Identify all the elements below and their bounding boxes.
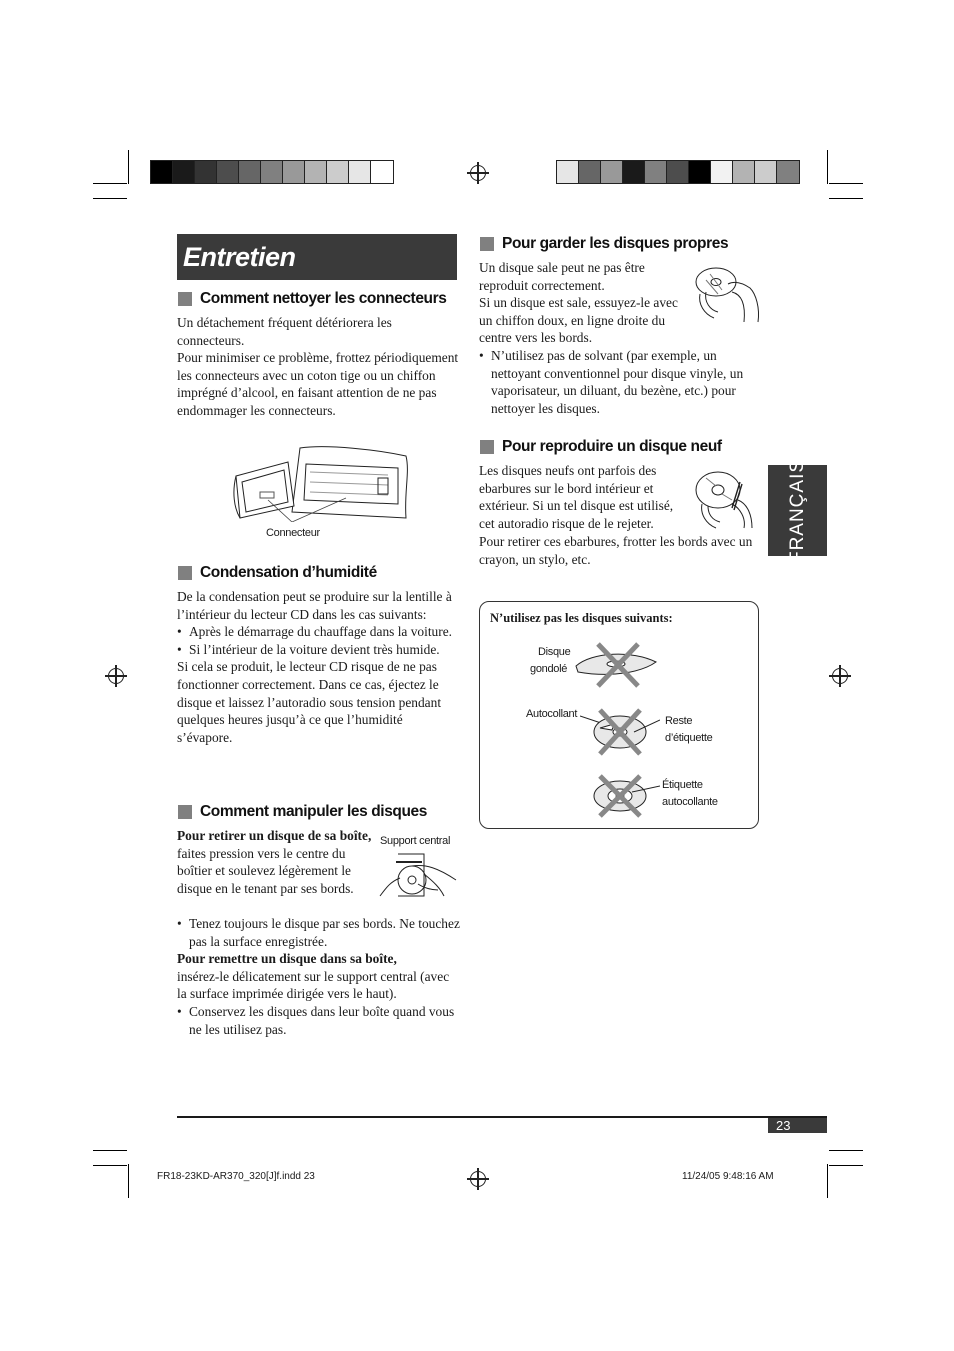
humidity-list: [177, 623, 461, 658]
color-swatch: [777, 161, 799, 183]
warped-label-2: gondolé: [530, 663, 568, 675]
paragraph: [177, 950, 461, 968]
registration-mark-icon: [470, 165, 486, 181]
clean-text: [479, 259, 691, 347]
paragraph: Un disque sale peut ne pas être reproduit correctement.: [479, 260, 645, 293]
handling-list-2: [177, 1003, 461, 1038]
paragraph: insérez-le délicatement sur le support central (avec la surface imprimée dirigée vers le haut).: [177, 968, 450, 1002]
color-swatch: [371, 161, 393, 183]
sticker-label: Autocollant: [526, 708, 578, 720]
unusable-discs-box: [479, 601, 759, 829]
handling-remove-text: [177, 827, 372, 897]
color-swatch: [261, 161, 283, 183]
label-label: [662, 777, 718, 811]
handling-rest-text: [177, 915, 461, 1038]
heading-square-icon: [178, 566, 192, 580]
connectors-text: [177, 314, 459, 420]
list-item: • Conservez les disques dans leur boîte quand vous ne les utilisez pas.: [177, 1003, 461, 1038]
color-swatch: [711, 161, 733, 183]
color-swatch: [601, 161, 623, 183]
section-heading-new-disc: [480, 438, 722, 456]
section-heading-handling: [178, 803, 427, 821]
residue-label: [665, 713, 712, 747]
date-slug: 11/24/05 9:48:16 AM: [682, 1171, 774, 1182]
file-slug: FR18-23KD-AR370_320[J]f.indd 23: [157, 1171, 315, 1182]
new-disc-text: [479, 462, 691, 532]
registration-mark-icon: [832, 668, 848, 684]
new-disc-text-2: [479, 533, 763, 568]
support-caption: Support central: [380, 835, 451, 847]
clean-list: [479, 347, 763, 417]
color-swatch: [151, 161, 173, 183]
pen-disc-illustration: [692, 464, 758, 530]
label-line: d’étiquette: [665, 732, 713, 744]
list-item: • Tenez toujours le disque par ses bords. Ne touchez pas la surface enregistrée.: [177, 915, 461, 950]
label-line: Reste: [665, 715, 693, 727]
paragraph: Un détachement fréquent détériorera les connecteurs.: [177, 315, 392, 348]
heading-square-icon: [480, 237, 494, 251]
color-swatch: [239, 161, 261, 183]
heading-text: Comment manipuler les disques: [200, 803, 427, 820]
language-tab-label: FRANÇAIS: [786, 458, 808, 563]
disc-case-illustration: [378, 852, 460, 898]
label-line: Disque: [538, 646, 571, 658]
bold-lead: Pour remettre un disque dans sa boîte,: [177, 951, 397, 967]
paragraph: Pour minimiser ce problème, frottez périodiquement les connecteurs avec un coton tige ou un chiffon imprégné d’alcool, en faisant attention de ne pas endommager les connecteurs.: [177, 350, 459, 418]
label-line: Étiquette: [662, 779, 703, 791]
paragraph: Si cela se produit, le lecteur CD risque de ne pas fonctionner correctement. Dans ce cas, éjectez le disque et laissez l’autoradio sous tension pendant quelques heures jusqu’à ce que l’humidité s’évapore.: [177, 659, 442, 745]
box-title: N’utilisez pas les disques suivants:: [490, 611, 673, 625]
color-swatch: [755, 161, 777, 183]
list-item: • Si l’intérieur de la voiture devient très humide.: [177, 641, 461, 659]
color-swatch: [217, 161, 239, 183]
color-swatch: [733, 161, 755, 183]
title-bar: [177, 234, 457, 280]
section-heading-connectors: [178, 290, 446, 308]
language-tab: [768, 458, 827, 563]
color-swatch: [173, 161, 195, 183]
color-bar-left: [150, 160, 394, 184]
paragraph: De la condensation peut se produire sur la lentille à l’intérieur du lecteur CD dans les cas suivants:: [177, 589, 452, 622]
handling-list: [177, 915, 461, 950]
color-swatch: [327, 161, 349, 183]
connector-illustration: [228, 442, 412, 522]
clean-list-text: [479, 347, 763, 417]
label-disc-icon: [590, 772, 660, 818]
humidity-text: [177, 588, 461, 746]
sticker-disc-icon: [580, 706, 660, 756]
heading-square-icon: [480, 440, 494, 454]
registration-mark-icon: [470, 1171, 486, 1187]
color-swatch: [305, 161, 327, 183]
color-swatch: [283, 161, 305, 183]
bold-lead: Pour retirer un disque de sa boîte,: [177, 828, 372, 843]
heading-square-icon: [178, 805, 192, 819]
footer-rule: [177, 1116, 827, 1118]
list-item: • Après le démarrage du chauffage dans la voiture.: [177, 623, 461, 641]
color-swatch: [557, 161, 579, 183]
label-line: autocollante: [662, 796, 718, 808]
color-swatch: [579, 161, 601, 183]
color-swatch: [645, 161, 667, 183]
heading-text: Pour reproduire un disque neuf: [502, 438, 722, 455]
color-bar-right: [556, 160, 800, 184]
connector-caption: Connecteur: [266, 527, 320, 539]
paragraph: Si un disque est sale, essuyez-le avec un chiffon doux, en ligne droite du centre vers les bords.: [479, 295, 678, 346]
paragraph: Les disques neufs ont parfois des ebarbures sur le bord intérieur et extérieur. Si un tel disque est utilisé, cet autoradio risque de le rejeter.: [479, 463, 674, 531]
section-heading-clean: [480, 235, 728, 253]
list-item: • N’utilisez pas de solvant (par exemple, un nettoyant conventionnel pour disque vinyle, un vaporisateur, un diluant, du bezène, etc.) pour nettoyer les disques.: [479, 347, 763, 417]
text: faites pression vers le centre du boîtier et soulevez légèrement le disque en le tenant par ses bords.: [177, 845, 354, 896]
page-number: 23: [768, 1118, 827, 1133]
registration-mark-icon: [108, 668, 124, 684]
paragraph: Pour retirer ces ebarbures, frotter les bords avec un crayon, un stylo, etc.: [479, 534, 753, 567]
color-swatch: [349, 161, 371, 183]
color-swatch: [623, 161, 645, 183]
wiping-disc-illustration: [692, 264, 762, 324]
heading-text: Condensation d’humidité: [200, 564, 377, 581]
warped-label: [538, 644, 571, 661]
heading-text: Pour garder les disques propres: [502, 235, 729, 252]
section-heading-humidity: [178, 564, 377, 582]
color-swatch: [667, 161, 689, 183]
paragraph: [177, 827, 372, 897]
warped-disc-icon: [572, 640, 660, 690]
color-swatch: [195, 161, 217, 183]
heading-square-icon: [178, 292, 192, 306]
heading-text: Comment nettoyer les connecteurs: [200, 290, 447, 307]
color-swatch: [689, 161, 711, 183]
page-title: Entretien: [183, 242, 296, 272]
